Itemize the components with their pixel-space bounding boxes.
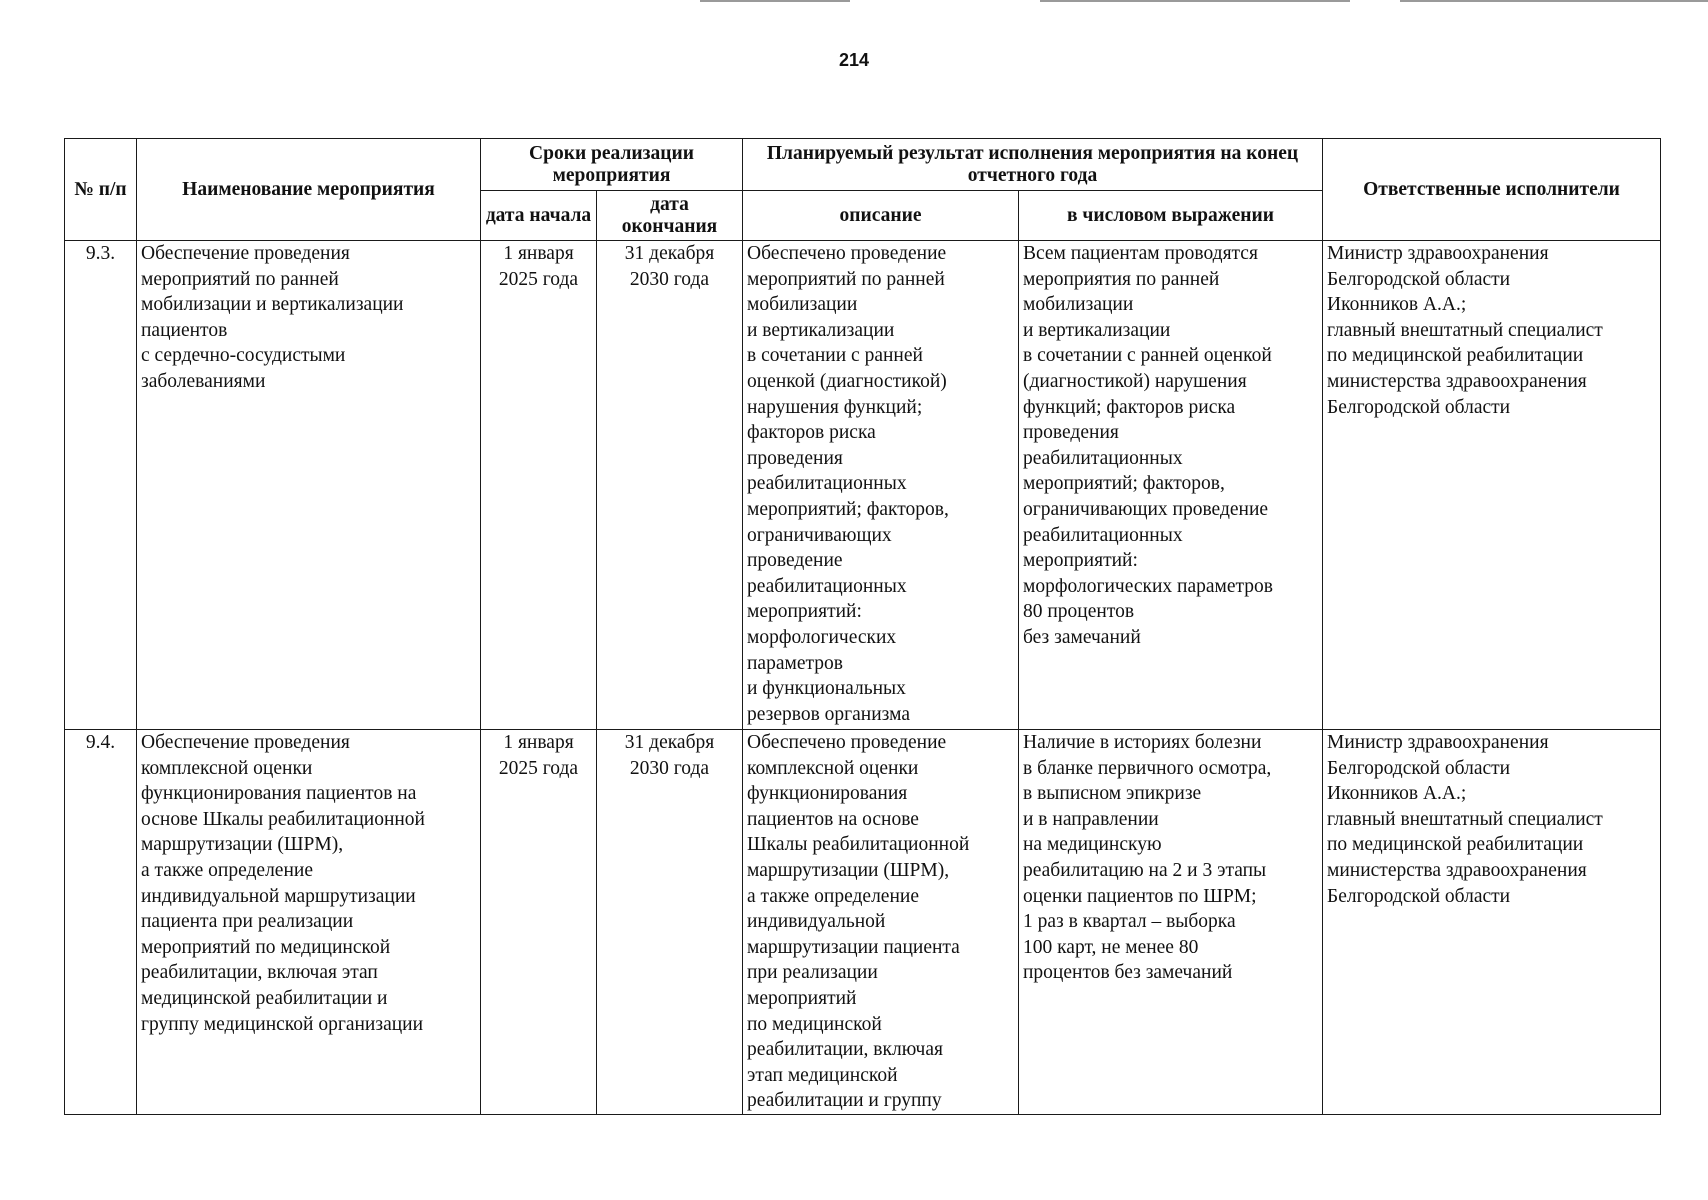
text-line: Белгородской области xyxy=(1327,396,1511,418)
text-line: 2025 года xyxy=(498,268,579,290)
responsible-executors xyxy=(1323,241,1661,730)
text-line: процентов без замечаний xyxy=(1023,962,1233,984)
responsible-executors xyxy=(1323,730,1661,1115)
header-num: № п/п xyxy=(65,139,137,241)
text-line: министерства здравоохранения xyxy=(1327,859,1587,881)
text-line: проведения xyxy=(747,447,843,469)
text-line: реабилитацию на 2 и 3 этапы xyxy=(1023,859,1267,881)
activity-name xyxy=(137,730,481,1115)
text-line: функционирования пациентов на xyxy=(141,783,417,805)
header-name: Наименование мероприятия xyxy=(137,139,481,241)
text-line: а также определение xyxy=(141,859,313,881)
activity-plan-table xyxy=(64,138,1661,1115)
text-line: мероприятий по ранней xyxy=(141,268,339,290)
text-line: мероприятий xyxy=(747,987,857,1009)
text-line: 100 карт, не менее 80 xyxy=(1023,936,1199,958)
text-line: Наличие в историях болезни xyxy=(1023,732,1262,753)
text-line: реабилитационных xyxy=(1023,524,1183,546)
text-line: 2025 года xyxy=(498,757,579,779)
text-line: пациента при реализации xyxy=(141,911,354,933)
text-line: по медицинской реабилитации xyxy=(1327,834,1584,856)
header-numeric: в числовом выражении xyxy=(1019,191,1323,241)
text-line: морфологических параметров xyxy=(1023,575,1273,597)
scan-edge-line xyxy=(1400,0,1708,2)
row-number: 9.4. xyxy=(65,730,137,1115)
text-line: мероприятия по ранней xyxy=(1023,268,1220,290)
text-line: функционирования xyxy=(747,783,908,805)
header-result: Планируемый результат исполнения мероприятия на конец отчетного года xyxy=(743,139,1323,191)
text-line: Обеспечение проведения xyxy=(141,243,350,264)
text-line: мероприятий: xyxy=(747,601,862,623)
text-line: и вертикализации xyxy=(747,319,895,341)
text-line: Обеспечено проведение xyxy=(747,243,947,264)
text-line: 2030 года xyxy=(629,268,710,290)
text-line: комплексной оценки xyxy=(141,757,313,779)
text-line: реабилитационных xyxy=(747,575,907,597)
text-line: индивидуальной маршрутизации xyxy=(141,885,416,907)
activity-name xyxy=(137,241,481,730)
text-line: реабилитационных xyxy=(1023,447,1183,469)
text-line: 1 января xyxy=(503,243,574,264)
header-row xyxy=(65,139,1661,191)
text-line: функций; факторов риска xyxy=(1023,396,1236,418)
text-line: 31 декабря xyxy=(624,243,715,264)
text-line: (диагностикой) нарушения xyxy=(1023,370,1247,392)
text-line: 1 раз в квартал – выборка xyxy=(1023,911,1236,933)
text-line: министерства здравоохранения xyxy=(1327,370,1587,392)
text-line: нарушения функций; xyxy=(747,396,923,418)
text-line: главный внештатный специалист xyxy=(1327,808,1603,830)
text-line: реабилитации, включая xyxy=(747,1039,943,1061)
text-line: в сочетании с ранней оценкой xyxy=(1023,345,1272,367)
text-line: главный внештатный специалист xyxy=(1327,319,1603,341)
text-line: в выписном эпикризе xyxy=(1023,783,1202,805)
text-line: оценки пациентов по ШРМ; xyxy=(1023,885,1257,907)
text-line: и в направлении xyxy=(1023,808,1159,830)
text-line: Министр здравоохранения xyxy=(1327,732,1549,753)
text-line: Белгородской области xyxy=(1327,885,1511,907)
text-line: Министр здравоохранения xyxy=(1327,243,1549,264)
text-line: по медицинской xyxy=(747,1013,882,1035)
header-terms: Сроки реализации мероприятия xyxy=(481,139,743,191)
text-line: по медицинской реабилитации xyxy=(1327,345,1584,367)
text-line: индивидуальной xyxy=(747,911,886,933)
text-line: оценкой (диагностикой) xyxy=(747,370,947,392)
page-number: 214 xyxy=(838,50,870,70)
text-line: группу медицинской организации xyxy=(141,1013,424,1035)
text-line: Белгородской области xyxy=(1327,268,1511,290)
table-row xyxy=(65,241,1661,730)
text-line: маршрутизации (ШРМ), xyxy=(747,859,950,881)
text-line: реабилитации и группу xyxy=(747,1090,942,1112)
text-line: мероприятий; факторов, xyxy=(747,498,949,520)
text-line: пациентов на основе xyxy=(747,808,919,830)
text-line: этап медицинской xyxy=(747,1064,898,1086)
text-line: мероприятий по ранней xyxy=(747,268,945,290)
text-line: Белгородской области xyxy=(1327,757,1511,779)
text-line: и вертикализации xyxy=(1023,319,1171,341)
text-line: в бланке первичного осмотра, xyxy=(1023,757,1272,779)
result-numeric xyxy=(1019,730,1323,1115)
text-line: мероприятий; факторов, xyxy=(1023,473,1225,495)
text-line: мобилизации xyxy=(747,294,858,316)
scan-edge-line xyxy=(700,0,850,2)
text-line: проведения xyxy=(1023,422,1119,444)
text-line: морфологических xyxy=(747,626,897,648)
start-date xyxy=(481,730,597,1115)
text-line: мероприятий: xyxy=(1023,550,1138,572)
row-number: 9.3. xyxy=(65,241,137,730)
text-line: проведение xyxy=(747,550,843,572)
text-line: параметров xyxy=(747,652,843,674)
text-line: 80 процентов xyxy=(1023,601,1135,623)
text-line: 31 декабря xyxy=(624,732,715,753)
text-line: при реализации xyxy=(747,962,878,984)
text-line: Всем пациентам проводятся xyxy=(1023,243,1258,264)
text-line: комплексной оценки xyxy=(747,757,919,779)
text-line: без замечаний xyxy=(1023,626,1141,648)
text-line: 1 января xyxy=(503,732,574,753)
scan-edge-line xyxy=(1040,0,1350,2)
text-line: Иконников А.А.; xyxy=(1327,783,1467,805)
header-end-date: дата окончания xyxy=(597,191,743,241)
text-line: Обеспечение проведения xyxy=(141,732,350,753)
text-line: заболеваниями xyxy=(141,370,266,392)
header-start-date: дата начала xyxy=(481,191,597,241)
text-line: а также определение xyxy=(747,885,919,907)
text-line: реабилитации, включая этап xyxy=(141,962,378,984)
text-line: и функциональных xyxy=(747,678,906,700)
header-responsible: Ответственные исполнители xyxy=(1323,139,1661,241)
end-date xyxy=(597,730,743,1115)
text-line: пациентов xyxy=(141,319,228,341)
text-line: в сочетании с ранней xyxy=(747,345,923,367)
end-date xyxy=(597,241,743,730)
result-description xyxy=(743,241,1019,730)
text-line: с сердечно-сосудистыми xyxy=(141,345,346,367)
text-line: основе Шкалы реабилитационной xyxy=(141,808,425,830)
text-line: мобилизации xyxy=(1023,294,1134,316)
text-line: факторов риска xyxy=(747,422,876,444)
header-description: описание xyxy=(743,191,1019,241)
text-line: 2030 года xyxy=(629,757,710,779)
text-line: маршрутизации пациента xyxy=(747,936,960,958)
text-line: на медицинскую xyxy=(1023,834,1162,856)
result-description xyxy=(743,730,1019,1115)
text-line: медицинской реабилитации и xyxy=(141,987,388,1009)
result-numeric xyxy=(1019,241,1323,730)
text-line: маршрутизации (ШРМ), xyxy=(141,834,344,856)
text-line: мероприятий по медицинской xyxy=(141,936,391,958)
text-line: мобилизации и вертикализации xyxy=(141,294,404,316)
table-row xyxy=(65,730,1661,1115)
text-line: Иконников А.А.; xyxy=(1327,294,1467,316)
text-line: ограничивающих xyxy=(747,524,892,546)
start-date xyxy=(481,241,597,730)
text-line: Шкалы реабилитационной xyxy=(747,834,970,856)
text-line: ограничивающих проведение xyxy=(1023,498,1269,520)
text-line: резервов организма xyxy=(747,703,910,725)
text-line: реабилитационных xyxy=(747,473,907,495)
text-line: Обеспечено проведение xyxy=(747,732,947,753)
